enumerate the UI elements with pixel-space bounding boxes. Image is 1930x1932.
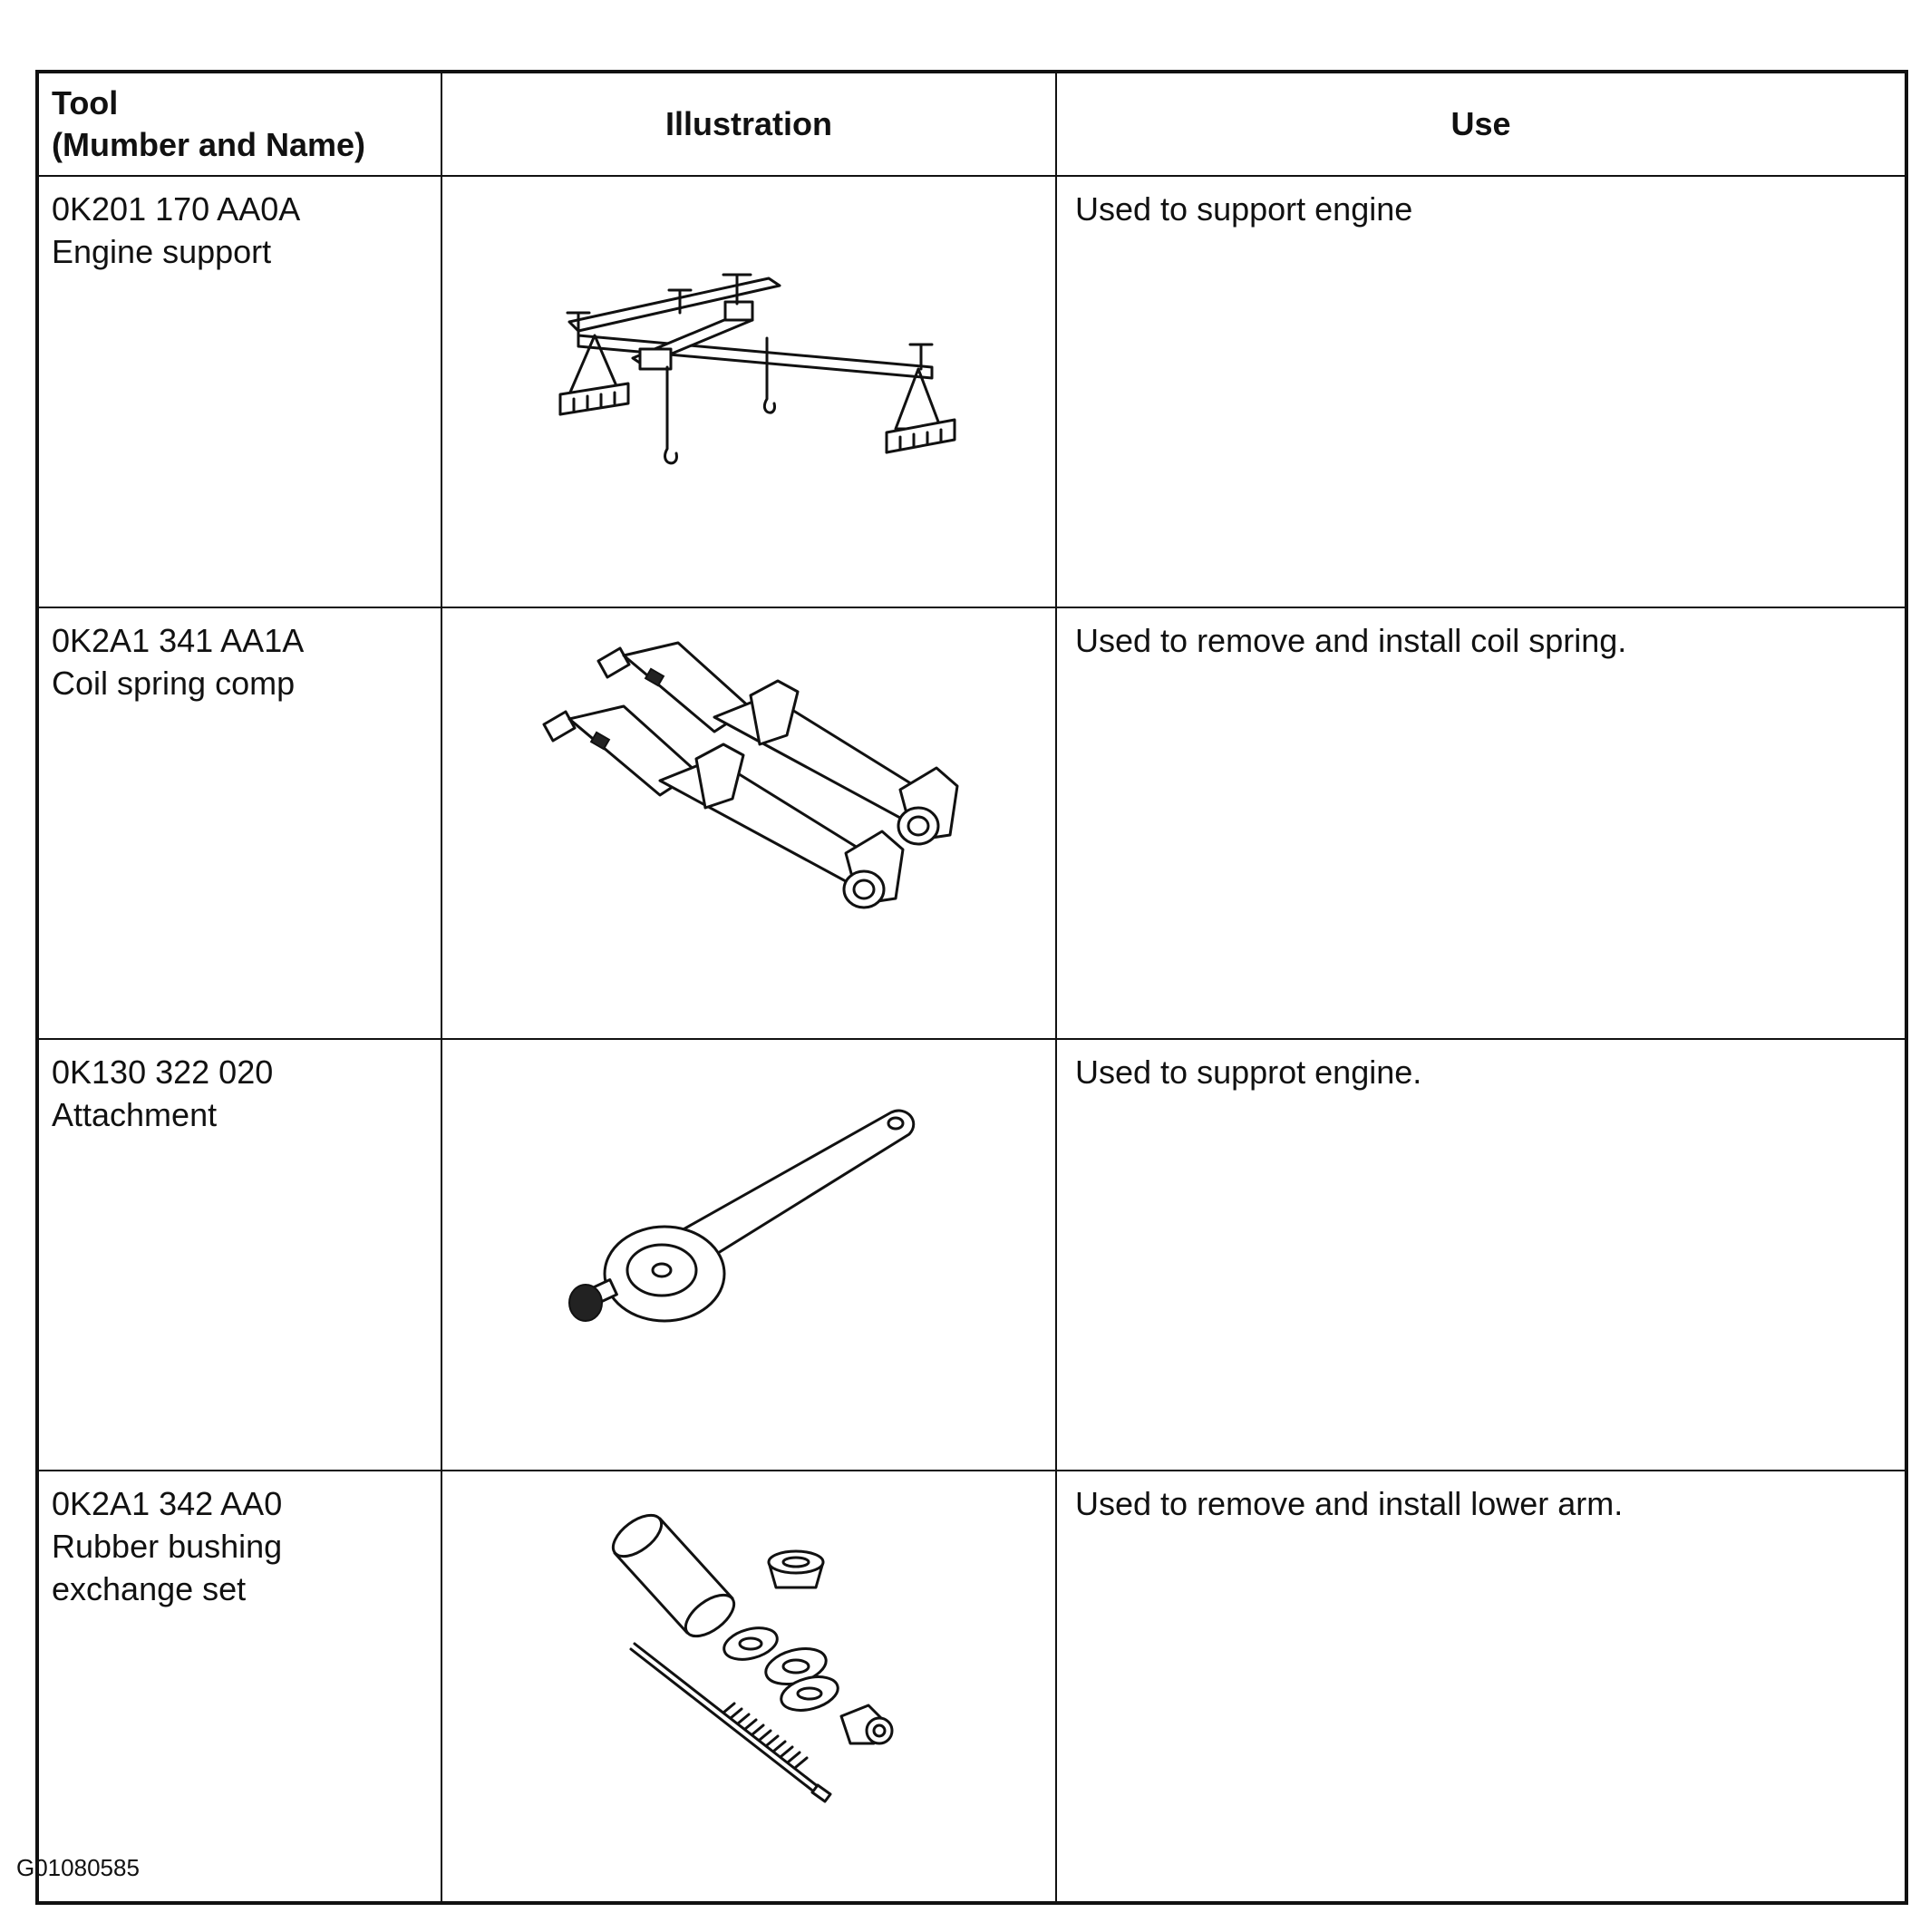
illustration-cell xyxy=(441,176,1056,607)
tool-name: Attachment xyxy=(52,1096,218,1133)
coil-spring-compressor-icon xyxy=(442,608,1055,1016)
tool-number: 0K2A1 341 AA1A xyxy=(52,622,305,659)
figure-code: G01080585 xyxy=(16,1854,140,1881)
table-row xyxy=(37,607,1906,1039)
engine-support-icon xyxy=(442,177,1055,585)
tool-cell xyxy=(37,176,441,607)
header-illustration: Illustration xyxy=(441,72,1056,176)
table-header-row xyxy=(37,72,1906,176)
tool-number: 0K130 322 020 xyxy=(52,1053,274,1091)
header-tool-line1: Tool xyxy=(52,84,119,121)
tool-cell xyxy=(37,1471,441,1903)
use-cell: Used to remove and install coil spring. xyxy=(1056,607,1906,1039)
special-tools-table xyxy=(35,70,1908,1905)
tool-name: Engine support xyxy=(52,233,272,270)
tool-number: 0K201 170 AA0A xyxy=(52,190,301,228)
illustration-cell xyxy=(441,1039,1056,1471)
bushing-exchange-set-icon xyxy=(442,1471,1055,1879)
table-row xyxy=(37,1471,1906,1903)
use-cell: Used to support engine xyxy=(1056,176,1906,607)
tool-name: Coil spring comp xyxy=(52,665,296,702)
use-cell: Used to supprot engine. xyxy=(1056,1039,1906,1471)
tool-number: 0K2A1 342 AA0 xyxy=(52,1485,283,1522)
tool-name: Rubber bushing xyxy=(52,1528,283,1565)
illustration-cell xyxy=(441,607,1056,1039)
attachment-wrench-icon xyxy=(442,1040,1055,1448)
header-tool xyxy=(37,72,441,176)
tool-name: exchange set xyxy=(52,1570,247,1607)
tool-cell xyxy=(37,1039,441,1471)
header-use: Use xyxy=(1056,72,1906,176)
tool-cell xyxy=(37,607,441,1039)
table-row xyxy=(37,1039,1906,1471)
header-tool-line2: (Mumber and Name) xyxy=(52,126,366,163)
use-cell: Used to remove and install lower arm. xyxy=(1056,1471,1906,1903)
table-row xyxy=(37,176,1906,607)
illustration-cell xyxy=(441,1471,1056,1903)
